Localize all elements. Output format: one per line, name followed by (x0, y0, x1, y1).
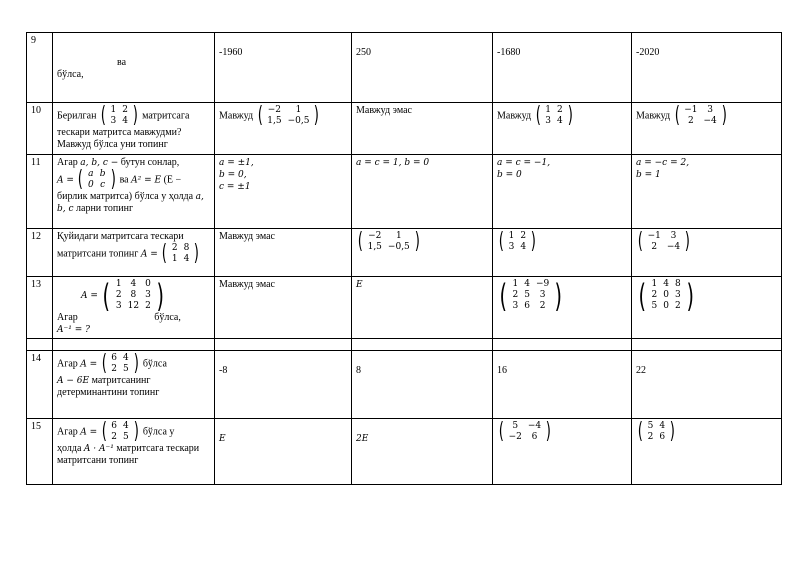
question-cell: Қуйидаги матритсага тескари матритсани топинг A = ( 2 8 1 4 ) (53, 229, 215, 277)
answer-a: -8 (215, 351, 352, 419)
answer-d (632, 103, 782, 155)
question-text: бўлса, (57, 69, 84, 80)
question-text: ва (117, 57, 127, 68)
table-row (27, 419, 782, 485)
table-row (27, 351, 782, 419)
matrix: ( 6 4 2 5 ) (101, 419, 139, 444)
matrix: ( 1 2 3 4 ) (498, 229, 536, 254)
answer-c (493, 33, 632, 103)
matrix: ( −2 1 1,5 −0,5 ) (357, 229, 420, 254)
test-table (26, 32, 782, 485)
answer-text: -1680 (497, 47, 521, 58)
question-cell: A = ( 1 4 0 2 8 3 3 12 2 ) Агар бўлса, A⁻¹ = ? (53, 277, 215, 339)
answer-text: Мавжуд (219, 110, 254, 122)
matrix: ( 1 4 −9 2 5 3 3 6 2 ) (499, 276, 563, 315)
answer-text: Мавжуд (497, 110, 532, 122)
answer-text: -1960 (219, 47, 243, 58)
answer-a: Мавжуд эмас (215, 277, 352, 339)
question-cell (53, 33, 215, 103)
answer-c (493, 277, 632, 339)
table-row (27, 277, 782, 339)
row-number: 14 (27, 351, 53, 419)
answer-b: a = c = 1, b = 0 (352, 155, 493, 229)
answer-c (493, 103, 632, 155)
matrix: ( 5 4 2 6 ) (637, 419, 675, 444)
row-number: 10 (27, 103, 53, 155)
question-text: Берилган (57, 110, 97, 122)
matrix: ( 1 2 3 4 ) (100, 103, 138, 128)
question-cell: Агар A = ( 6 4 2 5 ) бўлса у ҳолда A · A⁻¹ матритсага тескари матритсани топинг (53, 419, 215, 485)
answer-b: Мавжуд эмас (352, 103, 493, 155)
answer-c (493, 229, 632, 277)
spacer-row (27, 339, 782, 351)
matrix: ( 2 8 1 4 ) (162, 241, 200, 266)
row-number: 12 (27, 229, 53, 277)
answer-a: a = ±1, b = 0, c = ±1 (215, 155, 352, 229)
answer-d (632, 419, 782, 485)
matrix: ( −1 3 2 −4 ) (637, 229, 691, 254)
answer-b (352, 229, 493, 277)
matrix: ( 6 4 2 5 ) (101, 351, 139, 376)
question-cell (53, 103, 215, 155)
answer-c (493, 419, 632, 485)
answer-text: -2020 (636, 47, 660, 58)
matrix: ( 1 4 0 2 8 3 3 12 2 ) (102, 276, 164, 315)
matrix: ( 1 2 3 4 ) (535, 103, 573, 128)
matrix: ( a b 0 c ) (78, 167, 116, 192)
answer-b: E (352, 277, 493, 339)
question-text: матритсага тескари матритса мавжудми? Мавжуд бўлса уни топинг (57, 110, 190, 150)
answer-a (215, 103, 352, 155)
table-row (27, 103, 782, 155)
row-number: 9 (27, 33, 53, 103)
answer-text: 250 (356, 47, 371, 58)
table-row (27, 33, 782, 103)
answer-b (352, 33, 493, 103)
table-row (27, 155, 782, 229)
answer-b: 8 (352, 351, 493, 419)
answer-a (215, 33, 352, 103)
matrix: ( −2 1 1,5 −0,5 ) (257, 103, 320, 128)
matrix: ( −1 3 2 −4 ) (674, 103, 727, 128)
answer-d (632, 229, 782, 277)
answer-a: Мавжуд эмас (215, 229, 352, 277)
answer-c: 16 (493, 351, 632, 419)
row-number: 13 (27, 277, 53, 339)
answer-d: a = −c = 2, b = 1 (632, 155, 782, 229)
question-cell: Агар A = ( 6 4 2 5 ) бўлса A − 6E матритсанинг детерминантини топинг (53, 351, 215, 419)
answer-a: E (215, 419, 352, 485)
row-number: 11 (27, 155, 53, 229)
matrix: ( 1 4 8 2 0 3 5 0 2 ) (638, 276, 694, 315)
answer-text: Мавжуд (636, 110, 671, 122)
answer-d (632, 33, 782, 103)
matrix: ( 5 −4 −2 6 ) (498, 419, 552, 444)
question-cell: Агар a, b, c − бутун сонлар, A = ( a b 0 c ) ва A² = E (E − бирлик матритса) бўлса у ҳолда a, b, c ларни топинг (53, 155, 215, 229)
row-number: 15 (27, 419, 53, 485)
answer-d: 22 (632, 351, 782, 419)
answer-c: a = c = −1, b = 0 (493, 155, 632, 229)
answer-d (632, 277, 782, 339)
answer-b: 2E (352, 419, 493, 485)
table-row (27, 229, 782, 277)
